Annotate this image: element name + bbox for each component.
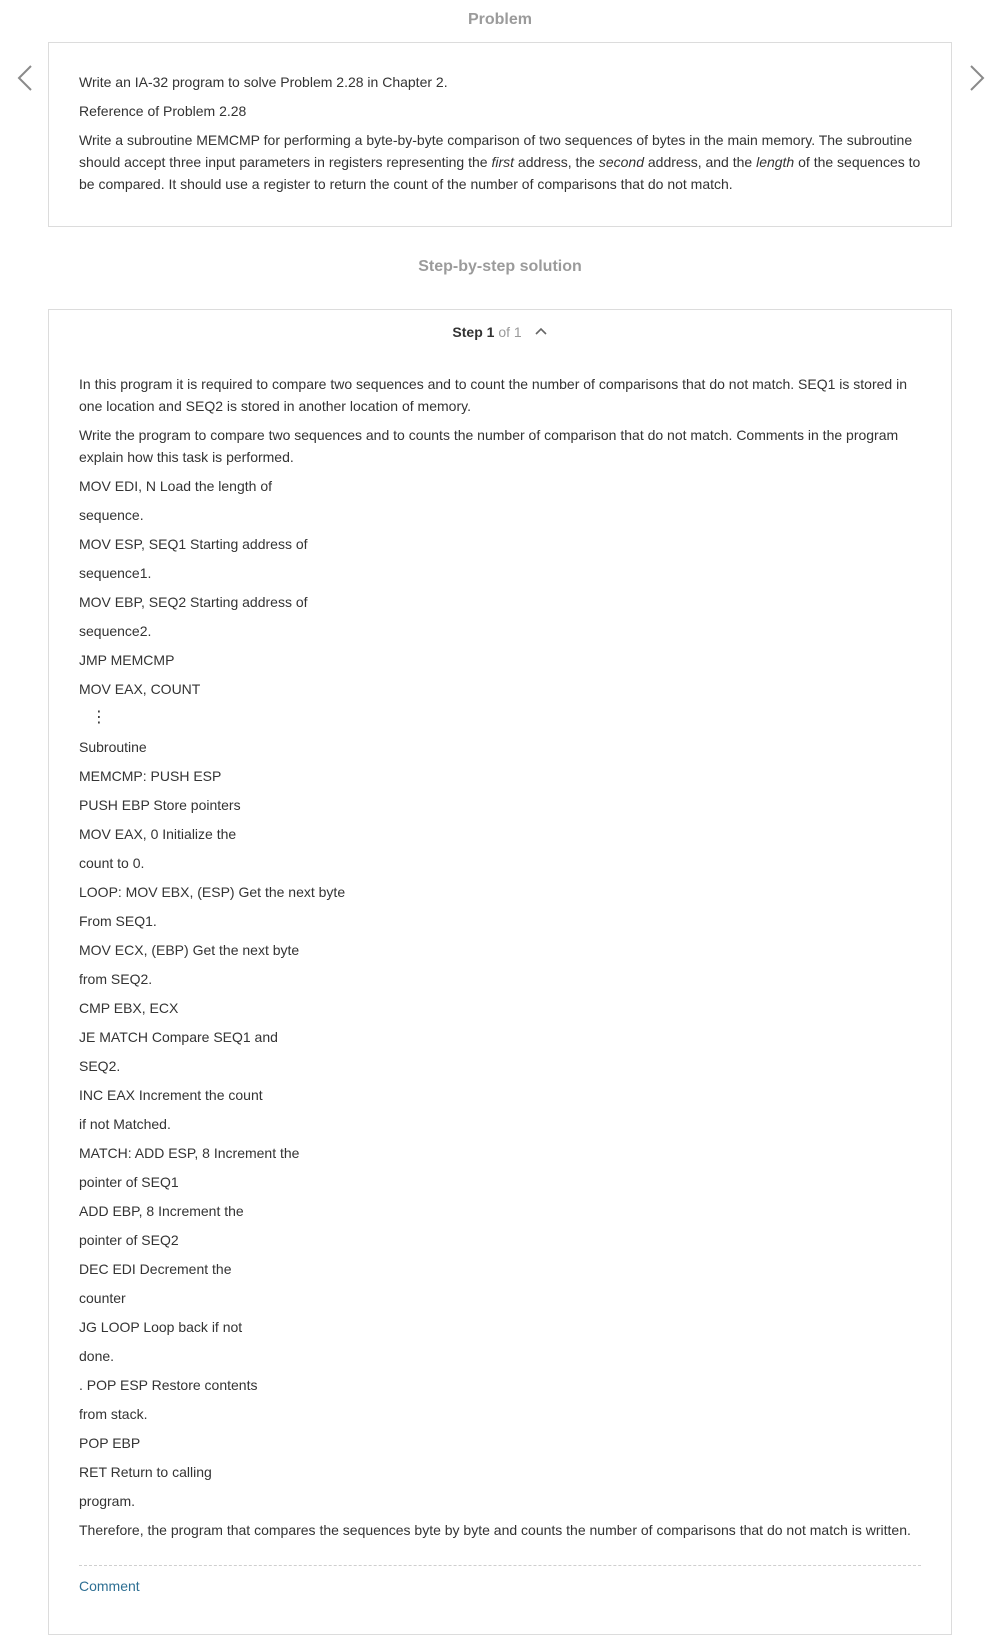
step-count: of 1 [498, 324, 522, 340]
code-block-subroutine [79, 736, 921, 1512]
code-line: LOOP: MOV EBX, (ESP) Get the next byte [79, 884, 346, 900]
problem-body-text: Write a subroutine MEMCMP for performing a byte-by-byte comparison of two sequences of bytes in the main memory. The subroutine should accept three input parameters in registers representing the [79, 132, 913, 170]
code-line: counter [79, 1290, 126, 1306]
chevron-right-icon [962, 62, 990, 94]
code-line: MOV EDI, N Load the length of [79, 478, 272, 494]
problem-body-text: address, the [514, 154, 599, 170]
code-line: sequence. [79, 507, 144, 523]
code-line: program. [79, 1493, 136, 1509]
solution-intro [79, 373, 921, 468]
code-line: MOV ECX, (EBP) Get the next byte [79, 942, 300, 958]
code-line: MATCH: ADD ESP, 8 Increment the [79, 1145, 300, 1161]
code-line: sequence1. [79, 565, 152, 581]
code-line: MOV ESP, SEQ1 Starting address of [79, 536, 308, 552]
code-line: PUSH EBP Store pointers [79, 797, 241, 813]
code-line: JG LOOP Loop back if not [79, 1319, 243, 1335]
solution-card [48, 309, 952, 1635]
step-header [79, 321, 921, 343]
code-line: pointer of SEQ2 [79, 1232, 179, 1248]
code-line: from stack. [79, 1406, 148, 1422]
solution-heading: Step-by-step solution [418, 258, 582, 275]
problem-body [79, 129, 921, 195]
code-line: DEC EDI Decrement the [79, 1261, 232, 1277]
problem-reference: Reference of Problem 2.28 [79, 103, 247, 119]
code-line: MOV EBP, SEQ2 Starting address of [79, 594, 308, 610]
code-line: INC EAX Increment the count [79, 1087, 263, 1103]
intro-paragraph: In this program it is required to compare two sequences and to count the number of comparisons that do not match. SEQ1 is stored in one location and SEQ2 is stored in another location of memory. [79, 376, 907, 414]
code-line: from SEQ2. [79, 971, 153, 987]
code-line: MOV EAX, 0 Initialize the [79, 826, 237, 842]
code-block-main [79, 475, 921, 700]
problem-body-text: of the sequences to be compared. It should use a register to return the count of the number of comparisons that do not match. [79, 154, 921, 192]
problem-body-text: address, and the [644, 154, 757, 170]
problem-heading: Problem [467, 11, 532, 28]
code-line: sequence2. [79, 623, 152, 639]
ellipsis: ⋮ [91, 709, 107, 726]
step-label: Step 1 [452, 324, 495, 340]
problem-body-emphasis: first [491, 154, 515, 170]
problem-body-emphasis: length [756, 154, 795, 170]
problem-body-emphasis: second [598, 154, 644, 170]
collapse-step-button[interactable] [534, 326, 548, 336]
code-line: if not Matched. [79, 1116, 171, 1132]
previous-button[interactable] [12, 62, 40, 94]
intro-paragraph: Write the program to compare two sequences and to counts the number of comparison that do not match. Comments in the program explain how this task is performed. [79, 427, 899, 465]
chevron-up-icon [534, 326, 548, 336]
code-line: POP EBP [79, 1435, 141, 1451]
code-line: JE MATCH Compare SEQ1 and [79, 1029, 278, 1045]
problem-card [48, 42, 952, 227]
code-line: MOV EAX, COUNT [79, 681, 201, 697]
chevron-left-icon [12, 62, 40, 94]
code-line: MEMCMP: PUSH ESP [79, 768, 222, 784]
code-line: SEQ2. [79, 1058, 121, 1074]
code-line: count to 0. [79, 855, 145, 871]
code-line: done. [79, 1348, 115, 1364]
code-line: JMP MEMCMP [79, 652, 175, 668]
code-line: . POP ESP Restore contents [79, 1377, 258, 1393]
divider [79, 1565, 921, 1566]
code-line: pointer of SEQ1 [79, 1174, 179, 1190]
comment-link[interactable]: Comment [79, 1578, 140, 1594]
next-button[interactable] [962, 62, 990, 94]
code-line: CMP EBX, ECX [79, 1000, 179, 1016]
solution-conclusion: Therefore, the program that compares the sequences byte by byte and counts the number of comparisons that do not match is written. [79, 1522, 911, 1538]
code-line: RET Return to calling [79, 1464, 212, 1480]
code-line: Subroutine [79, 739, 147, 755]
code-line: From SEQ1. [79, 913, 157, 929]
code-line: ADD EBP, 8 Increment the [79, 1203, 244, 1219]
problem-intro: Write an IA-32 program to solve Problem 2.28 in Chapter 2. [79, 74, 448, 90]
